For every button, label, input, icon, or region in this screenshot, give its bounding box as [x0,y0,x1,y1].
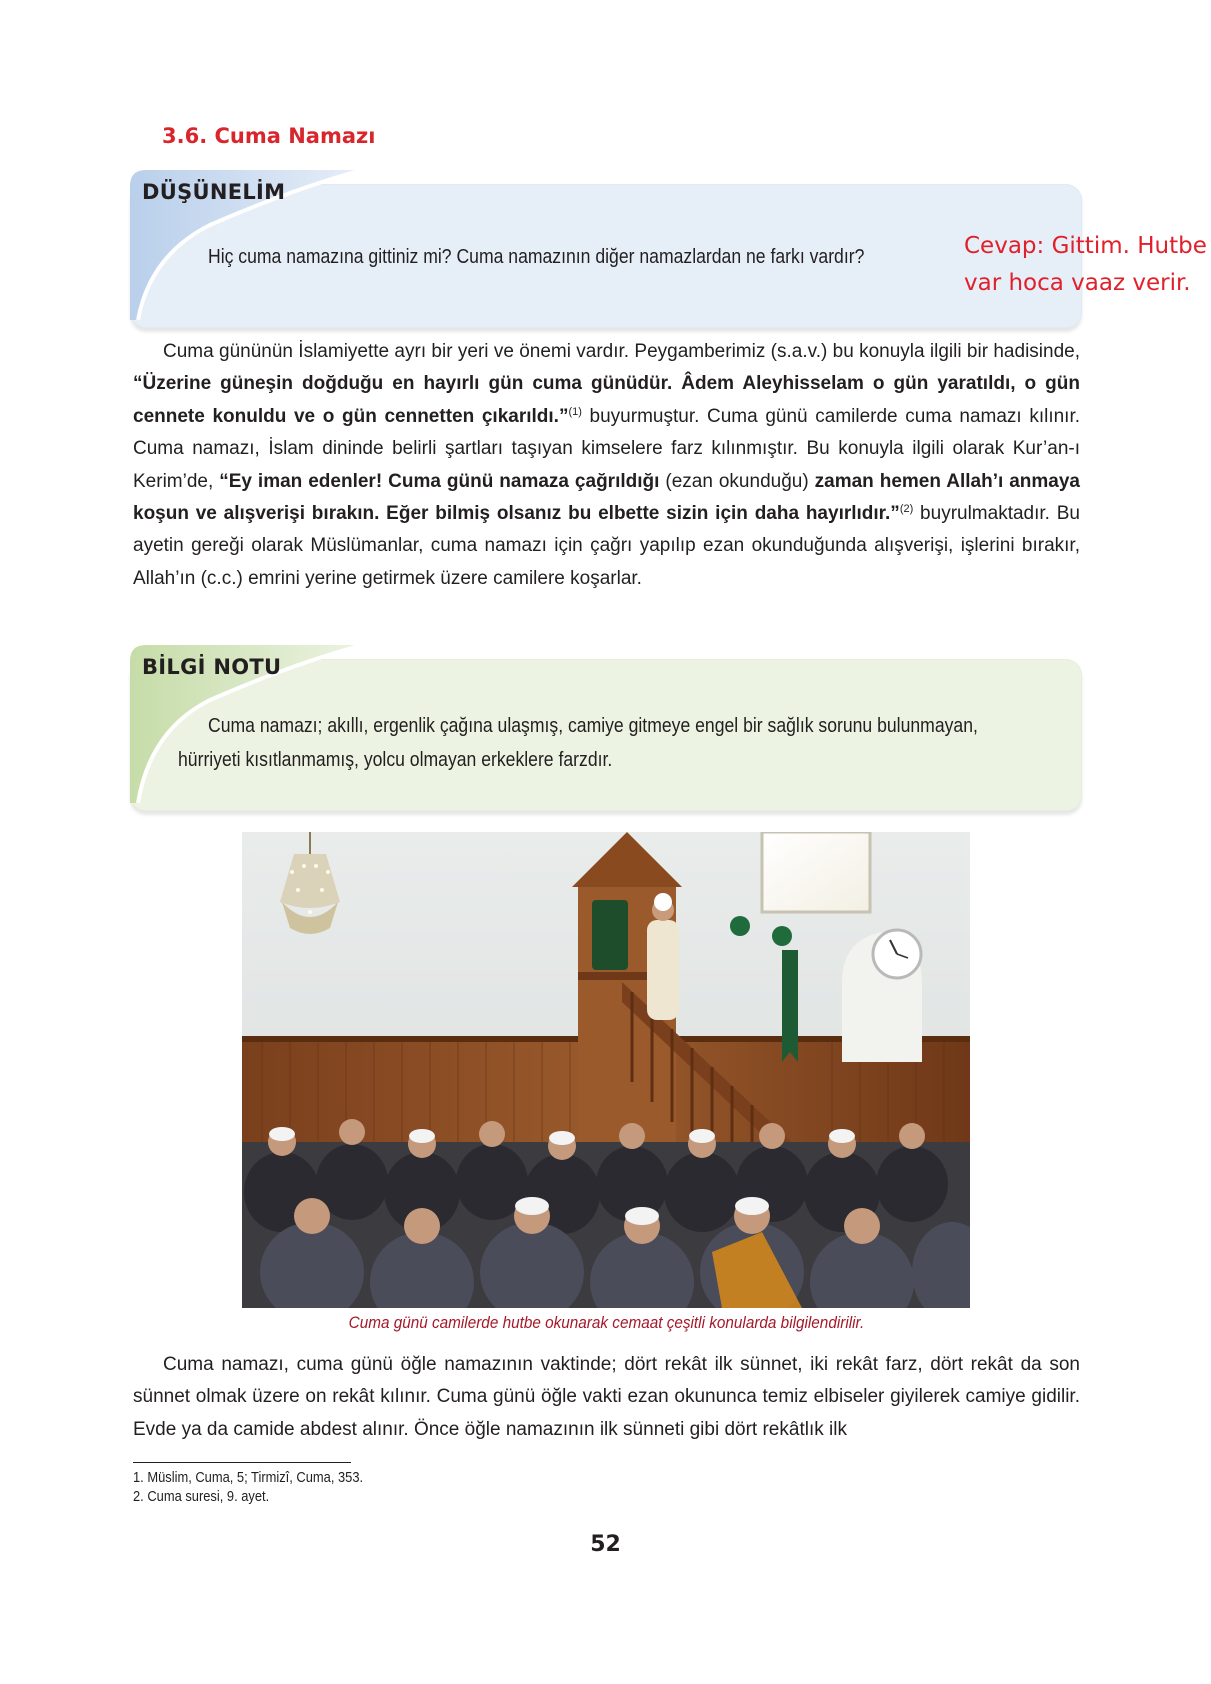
footnotes [133,1468,401,1506]
paragraph-1-text-3: (ezan okunduğu) [659,470,815,492]
paragraph-2-text: Cuma namazı, cuma günü öğle namazının vaktinde; dört rekât ilk sünnet, iki rekât farz, dört rekât da son sünnet olmak üzere on rekât kılınır. Cuma günü öğle vakti ezan okununca temiz elbiseler giyilerek camiye gidilir. Evde ya da camide abdest alınır. Önce öğle namazının ilk sünneti gibi dört rekâtlık ilk [133,1354,1080,1440]
bilgi-notu-box [130,645,1082,811]
paragraph-1 [133,336,1080,595]
bilgi-notu-line-1: Cuma namazı; akıllı, ergenlik çağına ulaşmış, camiye gitmeye engel bir sağlık sorunu bulunmayan, [208,715,978,737]
footnote-ref-2: (2) [899,503,914,516]
mosque-sermon-photo [242,832,970,1308]
bilgi-notu-label: BİLGİ NOTU [142,655,282,679]
congregation [242,1119,970,1308]
paragraph-1-text-2: buyurmuştur. Cuma günü camilerde cuma namazı kılınır. Cuma namazı, İslam dininde belirli şartları taşıyan kimselere farz kılınmıştır. Bu konuyla ilgili olarak Kur’an-ı Kerim’de, [133,405,1081,492]
photo-caption [242,1313,970,1333]
wall-clock-icon [873,930,921,978]
paragraph-1-text-4: buyrulmaktadır. Bu ayetin gereği olarak Müslümanlar, cuma namazı için çağrı yapılıp ezan okunduğunda alışverişi, işlerini bırakır, Allah’ın (c.c.) emrini yerine getirmek üzere camilere koşarlar. [133,503,1080,589]
section-title: 3.6. Cuma Namazı [162,124,376,148]
footnote-1: 1. Müslim, Cuma, 5; Tirmizî, Cuma, 353. [133,1469,364,1486]
page-number: 52 [590,1532,621,1557]
bilgi-notu-line-2: hürriyeti kısıtlanmamış, yolcu olmayan erkeklere farzdır. [178,749,613,771]
answer-line-2: var hoca vaaz verir. [964,270,1191,296]
answer-note [964,228,1207,302]
paragraph-1-ayah-quote-2: zaman hemen Allah’ı anmaya koşun ve alışverişi bırakın. Eğer bilmiş olsanız bu elbette sizin için daha hayırlıdır.” [133,470,1080,525]
footnote-divider [133,1462,351,1463]
paragraph-2 [133,1349,1080,1446]
answer-line-1: Cevap: Gittim. Hutbe [964,233,1207,259]
dusunelim-label: DÜŞÜNELİM [142,180,286,204]
paragraph-1-ayah-quote-1: “Ey iman edenler! Cuma günü namaza çağrıldığı [219,470,660,492]
paragraph-1-hadith-quote: “Üzerine güneşin doğduğu en hayırlı gün cuma günüdür. Âdem Aleyhisselam o gün yaratıldı, o gün cennete konuldu ve o gün cennetten çıkarıldı.” [133,373,1080,427]
photo-caption-text: Cuma günü camilerde hutbe okunarak cemaat çeşitli konularda bilgilendirilir. [348,1313,864,1332]
dusunelim-box [130,170,1082,328]
footnote-2: 2. Cuma suresi, 9. ayet. [133,1488,270,1505]
dusunelim-question: Hiç cuma namazına gittiniz mi? Cuma namazının diğer namazlardan ne farkı vardır? [208,246,865,268]
paragraph-1-text-1: Cuma gününün İslamiyette ayrı bir yeri ve önemi vardır. Peygamberimiz (s.a.v.) bu konuyla ilgili bir hadisinde, [163,341,1080,362]
footnote-ref-1: (1) [568,405,582,418]
